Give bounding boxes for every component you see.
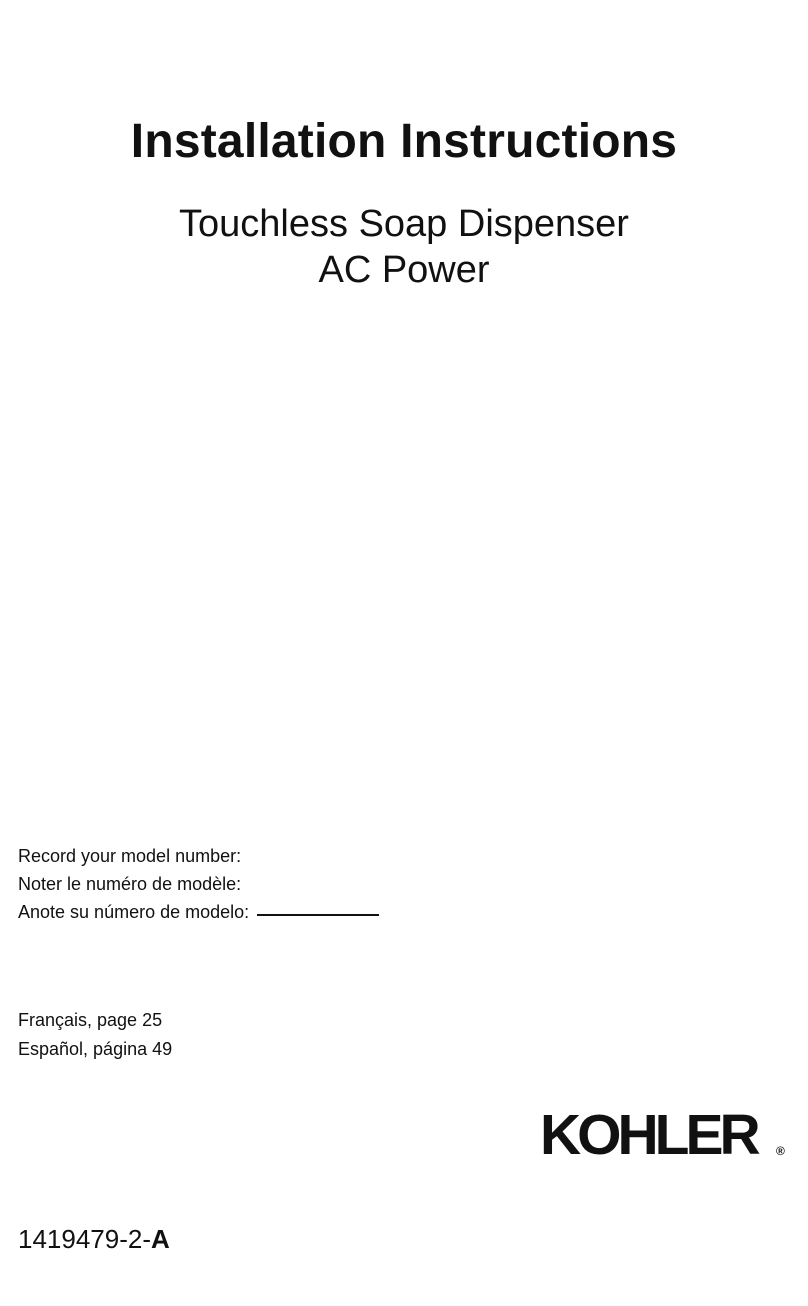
- french-page-reference: Français, page 25: [18, 1010, 163, 1030]
- power-type: AC Power: [318, 248, 490, 291]
- language-references: [18, 1006, 172, 1064]
- product-name: Touchless Soap Dispenser: [179, 203, 629, 245]
- document-number: [18, 1226, 170, 1252]
- model-number-french: Noter le numéro de modèle:: [18, 874, 242, 894]
- model-number-spanish: Anote su número de modelo:: [18, 902, 250, 922]
- document-number-base: 1419479-2-: [18, 1224, 151, 1254]
- document-revision: A: [151, 1224, 170, 1254]
- kohler-logo: [540, 1097, 795, 1169]
- kohler-logo-text: KOHLER: [540, 1103, 757, 1167]
- document-subtitle: [0, 202, 808, 293]
- model-number-spanish-row: [18, 898, 379, 926]
- document-title: Installation Instructions: [130, 115, 678, 168]
- model-number-english: Record your model number:: [18, 846, 242, 866]
- registered-mark: ®: [776, 1144, 785, 1158]
- spanish-page-reference: Español, página 49: [18, 1039, 173, 1059]
- model-number-record: [18, 842, 379, 926]
- model-number-blank-line: [257, 900, 379, 916]
